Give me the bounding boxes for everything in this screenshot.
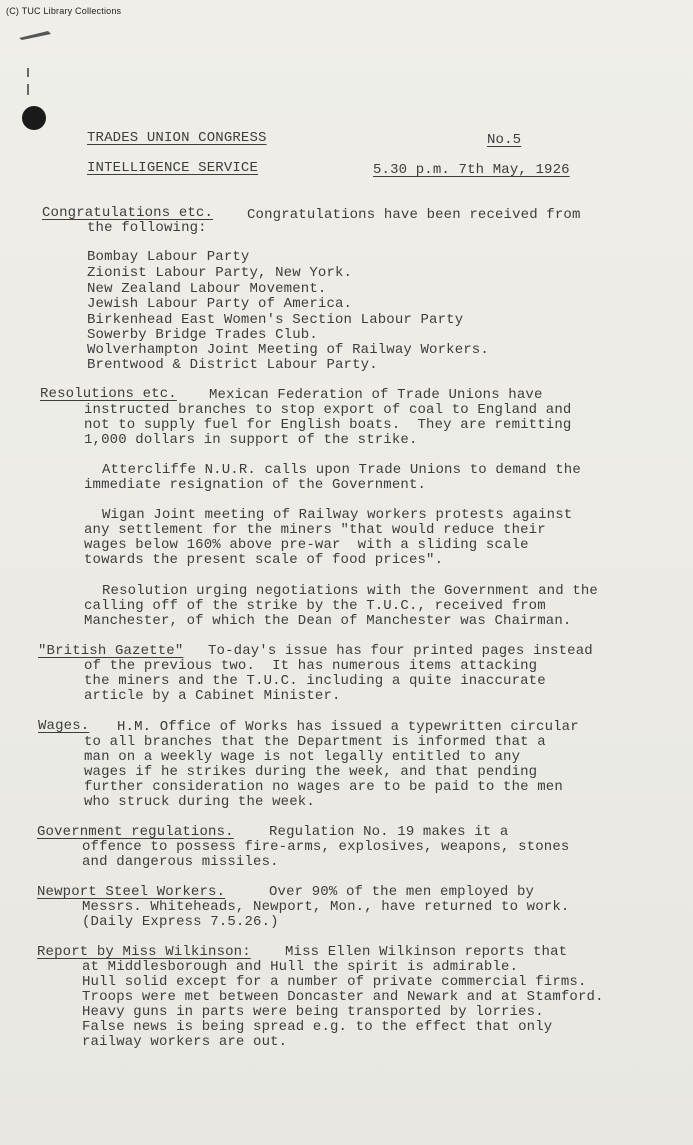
wages-text: wages if he strikes during the week, and that pending xyxy=(84,764,538,780)
wages-text: H.M. Office of Works has issued a typewritten circular xyxy=(117,719,579,735)
wilkinson-text: Troops were met between Doncaster and Newark and at Stamford. xyxy=(82,989,604,1005)
list-item: New Zealand Labour Movement. xyxy=(87,281,327,297)
wilkinson-heading: Report by Miss Wilkinson: xyxy=(37,944,251,960)
header-org: TRADES UNION CONGRESS xyxy=(87,130,267,146)
resolutions-text: calling off of the strike by the T.U.C., received from xyxy=(84,598,546,614)
resolutions-text: not to supply fuel for English boats. They are remitting xyxy=(84,417,572,433)
header-datetime: 5.30 p.m. 7th May, 1926 xyxy=(373,162,570,178)
wages-text: further consideration no wages are to be paid to the men xyxy=(84,779,563,795)
list-item: Brentwood & District Labour Party. xyxy=(87,357,378,373)
list-item: Wolverhampton Joint Meeting of Railway Workers. xyxy=(87,342,489,358)
resolutions-text: Resolution urging negotiations with the Government and the xyxy=(102,583,598,599)
margin-mark xyxy=(27,68,29,77)
newport-heading: Newport Steel Workers. xyxy=(37,884,226,900)
newport-text: Over 90% of the men employed by xyxy=(269,884,535,900)
wilkinson-text: Heavy guns in parts were being transported by lorries. xyxy=(82,1004,544,1020)
resolutions-text: 1,000 dollars in support of the strike. xyxy=(84,432,418,448)
resolutions-text: Manchester, of which the Dean of Manchester was Chairman. xyxy=(84,613,572,629)
resolutions-text: wages below 160% above pre-war with a sliding scale xyxy=(84,537,529,553)
resolutions-text: Mexican Federation of Trade Unions have xyxy=(209,387,543,403)
resolutions-text: Attercliffe N.U.R. calls upon Trade Unions to demand the xyxy=(102,462,581,478)
list-item: Bombay Labour Party xyxy=(87,249,250,265)
newport-text: Messrs. Whiteheads, Newport, Mon., have returned to work. xyxy=(82,899,570,915)
congratulations-heading: Congratulations etc. xyxy=(42,205,214,221)
wilkinson-text: False news is being spread e.g. to the effect that only xyxy=(82,1019,553,1035)
wilkinson-text: at Middlesborough and Hull the spirit is admirable. xyxy=(82,959,519,975)
gazette-text: article by a Cabinet Minister. xyxy=(84,688,341,704)
resolutions-text: instructed branches to stop export of coal to England and xyxy=(84,402,572,418)
resolutions-text: any settlement for the miners "that would reduce their xyxy=(84,522,546,538)
wages-text: man on a weekly wage is not legally entitled to any xyxy=(84,749,521,765)
gazette-text: To-day's issue has four printed pages instead xyxy=(208,643,593,659)
header-number: No.5 xyxy=(487,132,522,148)
list-item: Jewish Labour Party of America. xyxy=(87,296,353,312)
wages-text: to all branches that the Department is informed that a xyxy=(84,734,546,750)
list-item: Birkenhead East Women's Section Labour Party xyxy=(87,312,464,328)
punch-hole xyxy=(22,106,46,130)
resolutions-heading: Resolutions etc. xyxy=(40,386,177,402)
gazette-text: of the previous two. It has numerous items attacking xyxy=(84,658,538,674)
wilkinson-text: Hull solid except for a number of private commercial firms. xyxy=(82,974,587,990)
government-text: and dangerous missiles. xyxy=(82,854,279,870)
margin-mark xyxy=(27,84,29,95)
watermark: (C) TUC Library Collections xyxy=(6,6,122,16)
government-text: offence to possess fire-arms, explosives, weapons, stones xyxy=(82,839,570,855)
congratulations-intro: the following: xyxy=(87,220,207,236)
list-item: Sowerby Bridge Trades Club. xyxy=(87,327,318,343)
resolutions-text: Wigan Joint meeting of Railway workers protests against xyxy=(102,507,573,523)
wages-heading: Wages. xyxy=(38,718,90,734)
wilkinson-text: Miss Ellen Wilkinson reports that xyxy=(285,944,568,960)
wilkinson-text: railway workers are out. xyxy=(82,1034,288,1050)
newport-text: (Daily Express 7.5.26.) xyxy=(82,914,279,930)
paperclip-mark xyxy=(18,30,52,40)
government-text: Regulation No. 19 makes it a xyxy=(269,824,509,840)
resolutions-text: immediate resignation of the Government. xyxy=(84,477,427,493)
gazette-text: the miners and the T.U.C. including a quite inaccurate xyxy=(84,673,546,689)
government-heading: Government regulations. xyxy=(37,824,234,840)
wages-text: who struck during the week. xyxy=(84,794,315,810)
gazette-heading: "British Gazette" xyxy=(38,643,184,659)
resolutions-text: towards the present scale of food prices". xyxy=(84,552,444,568)
congratulations-intro: Congratulations have been received from xyxy=(247,207,581,223)
list-item: Zionist Labour Party, New York. xyxy=(87,265,353,281)
header-service: INTELLIGENCE SERVICE xyxy=(87,160,259,176)
